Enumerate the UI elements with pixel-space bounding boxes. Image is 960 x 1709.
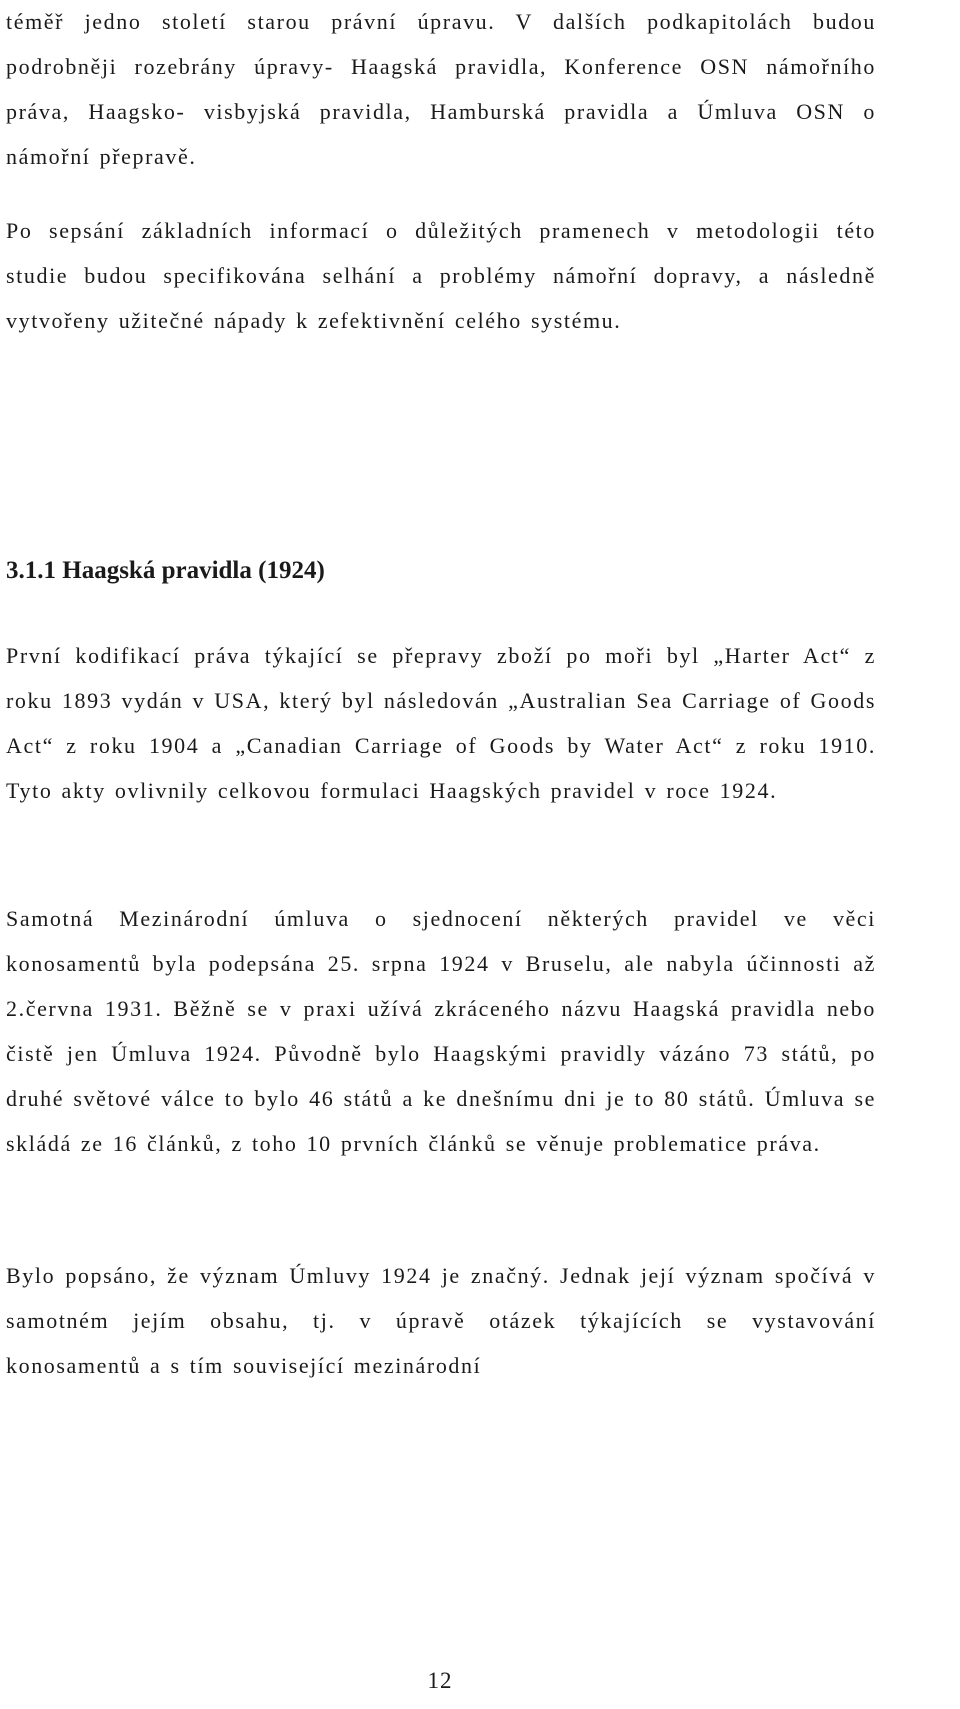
page-number: 12 xyxy=(427,1668,453,1693)
paragraph-methodology: Po sepsání základních informací o důležitých pramenech v metodologii této studie budou specifikována selhání a problémy námořní dopravy, a následně vytvořeny užitečné nápady k zefektivnění celého systému. xyxy=(6,218,876,333)
paragraph-hague-third: Bylo popsáno, že význam Úmluvy 1924 je značný. Jednak její význam spočívá v samotném jejím obsahu, tj. v úpravě otázek týkajících se vystavování konosamentů a s tím související mezinárodní xyxy=(6,1263,876,1378)
paragraph-intro-continued: téměř jedno století starou právní úpravu. V dalších podkapitolách budou podrobněji rozebrány úpravy- Haagská pravidla, Konference OSN námořního práva, Haagsko- visbyjská pravidla, Hamburská pravidla a Úmluva OSN o námořní přepravě. xyxy=(6,9,876,169)
section-heading: 3.1.1 Haagská pravidla (1924) xyxy=(6,557,325,584)
paragraph-hague-first: První kodifikací práva týkající se přepravy zboží po moři byl „Harter Act“ z roku 1893 vydán v USA, který byl následován „Australian Sea Carriage of Goods Act“ z roku 1904 a „Canadian Carriage of Goods by Water Act“ z roku 1910. Tyto akty ovlivnily celkovou formulaci Haagských pravidel v roce 1924. xyxy=(6,643,876,803)
paragraph-hague-second: Samotná Mezinárodní úmluva o sjednocení některých pravidel ve věci konosamentů byla podepsána 25. srpna 1924 v Bruselu, ale nabyla účinnosti až 2.června 1931. Běžně se v praxi užívá zkráceného názvu Haagská pravidla nebo čistě jen Úmluva 1924. Původně bylo Haagskými pravidly vázáno 73 států, po druhé světové válce to bylo 46 států a ke dnešnímu dni je to 80 států. Úmluva se skládá ze 16 článků, z toho 10 prvních článků se věnuje problematice práva. xyxy=(6,906,876,1156)
